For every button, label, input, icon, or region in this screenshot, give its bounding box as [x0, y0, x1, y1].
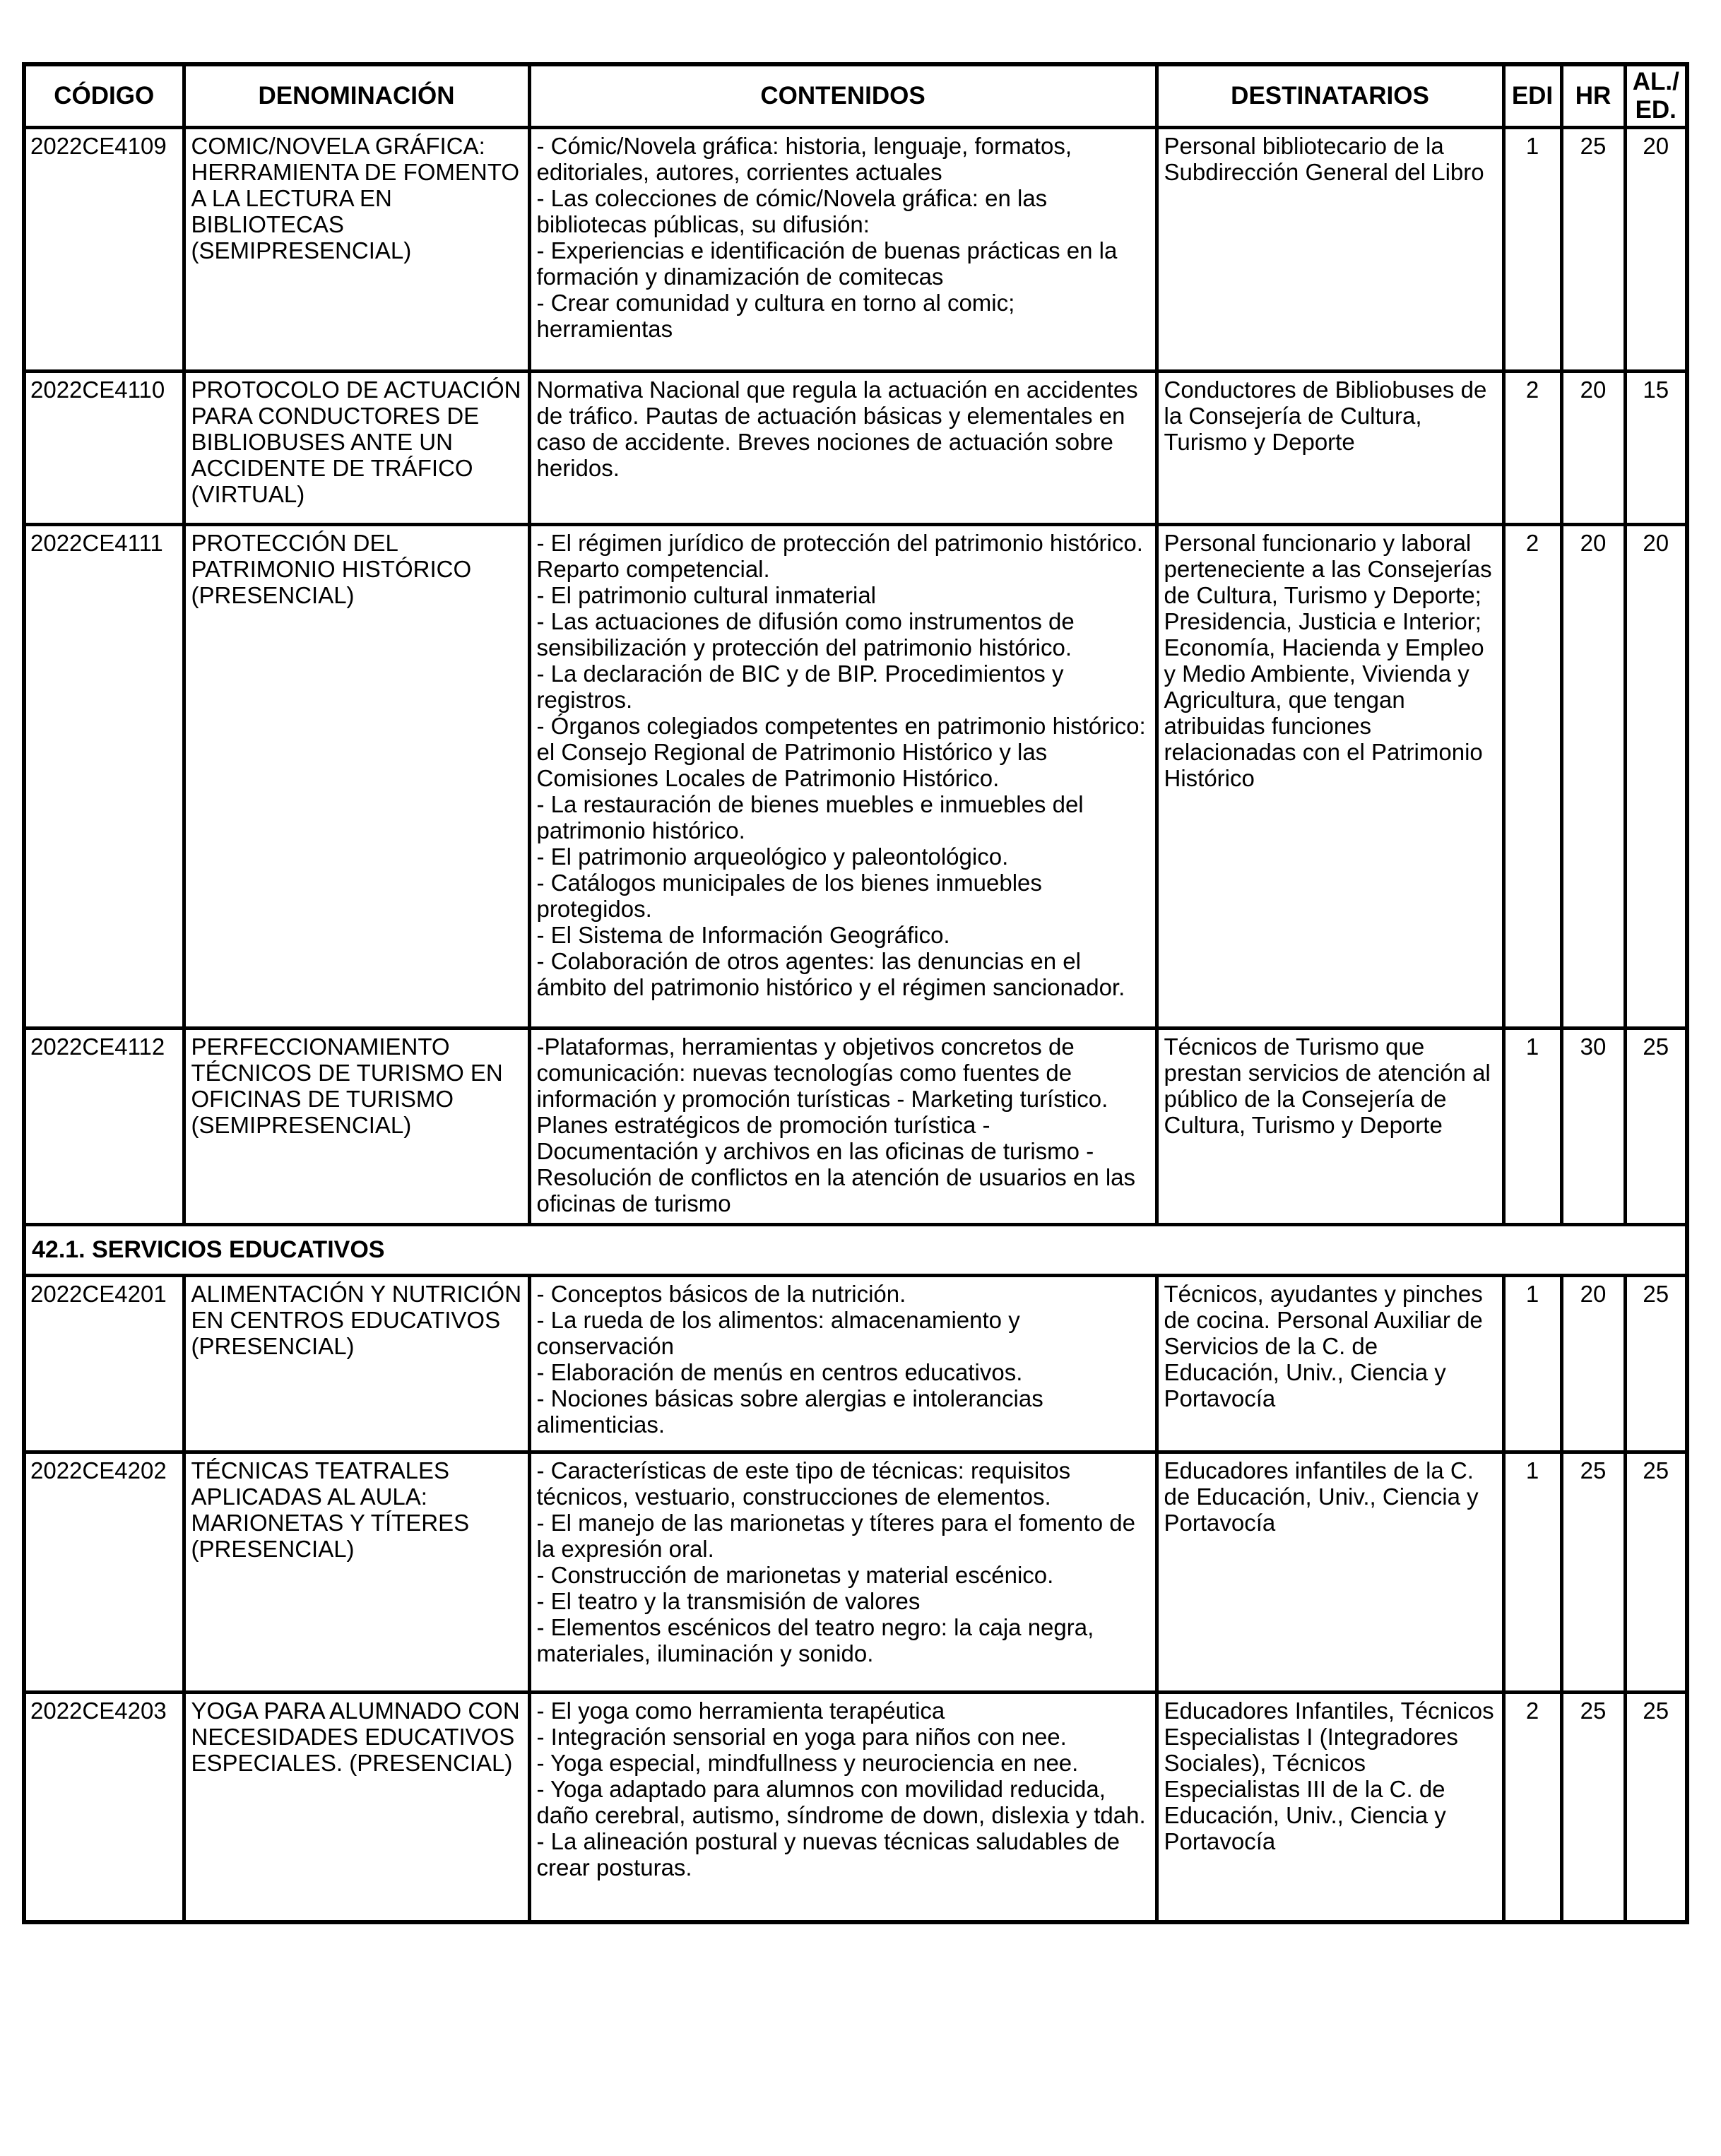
courses-table [22, 62, 1689, 1924]
course-row [24, 1276, 1687, 1452]
contenidos-line: - Órganos colegiados competentes en patrimonio histórico: el Consejo Regional de Patrimonio Histórico y las Comisiones Locales de Patrimonio Histórico. [536, 713, 1146, 791]
contenidos-line: - Colaboración de otros agentes: las denuncias en el ámbito del patrimonio histórico y el régimen sancionador. [536, 948, 1125, 1000]
codigo-cell: 2022CE4109 [24, 128, 184, 372]
codigo-cell: 2022CE4201 [24, 1276, 184, 1452]
edi-cell: 1 [1503, 1452, 1561, 1693]
course-row [24, 1693, 1687, 1922]
destinatarios-cell: Educadores Infantiles, Técnicos Especialistas I (Integradores Sociales), Técnicos Especialistas III de la C. de Educación, Univ., Ciencia y Portavocía [1157, 1693, 1503, 1922]
course-row [24, 1029, 1687, 1225]
codigo-cell: 2022CE4202 [24, 1452, 184, 1693]
denominacion-cell: ALIMENTACIÓN Y NUTRICIÓN EN CENTROS EDUCATIVOS (PRESENCIAL) [184, 1276, 529, 1452]
column-header-edi: EDI [1503, 64, 1561, 128]
edi-cell: 1 [1503, 1029, 1561, 1225]
al-ed-cell: 25 [1625, 1693, 1687, 1922]
contenidos-line: - Nociones básicas sobre alergias e intolerancias alimenticias. [536, 1385, 1043, 1438]
contenidos-line: - El régimen jurídico de protección del patrimonio histórico. Reparto competencial. [536, 530, 1143, 582]
denominacion-cell: PERFECCIONAMIENTO TÉCNICOS DE TURISMO EN OFICINAS DE TURISMO (SEMIPRESENCIAL) [184, 1029, 529, 1225]
course-row [24, 128, 1687, 372]
hr-cell: 25 [1561, 128, 1625, 372]
header-row [24, 64, 1687, 128]
column-header-destinatarios: DESTINATARIOS [1157, 64, 1503, 128]
contenidos-line: - Características de este tipo de técnicas: requisitos técnicos, vestuario, construcciones de elementos. [536, 1457, 1071, 1510]
column-header-denominacion: DENOMINACIÓN [184, 64, 529, 128]
contenidos-line: - Elementos escénicos del teatro negro: la caja negra, materiales, iluminación y sonido. [536, 1614, 1094, 1666]
contenidos-line: - El manejo de las marionetas y títeres para el fomento de la expresión oral. [536, 1510, 1135, 1562]
contenidos-cell [529, 1029, 1157, 1225]
hr-cell: 20 [1561, 372, 1625, 525]
denominacion-cell: TÉCNICAS TEATRALES APLICADAS AL AULA: MARIONETAS Y TÍTERES (PRESENCIAL) [184, 1452, 529, 1693]
hr-cell: 20 [1561, 1276, 1625, 1452]
contenidos-line: - La declaración de BIC y de BIP. Procedimientos y registros. [536, 661, 1064, 713]
al-ed-cell: 25 [1625, 1452, 1687, 1693]
al-ed-cell: 25 [1625, 1029, 1687, 1225]
column-header-hr: HR [1561, 64, 1625, 128]
edi-cell: 1 [1503, 128, 1561, 372]
hr-cell: 30 [1561, 1029, 1625, 1225]
hr-cell: 25 [1561, 1452, 1625, 1693]
column-header-codigo: CÓDIGO [24, 64, 184, 128]
edi-cell: 2 [1503, 1693, 1561, 1922]
denominacion-cell: COMIC/NOVELA GRÁFICA: HERRAMIENTA DE FOMENTO A LA LECTURA EN BIBLIOTECAS (SEMIPRESENCIAL) [184, 128, 529, 372]
edi-cell: 2 [1503, 525, 1561, 1029]
contenidos-line: - La alineación postural y nuevas técnicas saludables de crear posturas. [536, 1828, 1120, 1880]
edi-cell: 2 [1503, 372, 1561, 525]
denominacion-cell: YOGA PARA ALUMNADO CON NECESIDADES EDUCATIVOS ESPECIALES. (PRESENCIAL) [184, 1693, 529, 1922]
destinatarios-cell: Conductores de Bibliobuses de la Consejería de Cultura, Turismo y Deporte [1157, 372, 1503, 525]
contenidos-line: - El yoga como herramienta terapéutica [536, 1698, 945, 1724]
contenidos-line: - Crear comunidad y cultura en torno al comic; herramientas [536, 290, 1015, 342]
destinatarios-cell: Técnicos de Turismo que prestan servicios de atención al público de la Consejería de Cultura, Turismo y Deporte [1157, 1029, 1503, 1225]
section-row [24, 1225, 1687, 1276]
contenidos-line: - El patrimonio arqueológico y paleontológico. [536, 843, 1009, 870]
contenidos-line: - El teatro y la transmisión de valores [536, 1588, 921, 1614]
contenidos-line: - Elaboración de menús en centros educativos. [536, 1359, 1023, 1385]
destinatarios-cell: Técnicos, ayudantes y pinches de cocina. Personal Auxiliar de Servicios de la C. de Educación, Univ., Ciencia y Portavocía [1157, 1276, 1503, 1452]
destinatarios-cell: Personal bibliotecario de la Subdirección General del Libro [1157, 128, 1503, 372]
destinatarios-cell: Personal funcionario y laboral perteneciente a las Consejerías de Cultura, Turismo y Deporte; Presidencia, Justicia e Interior; Economía, Hacienda y Empleo y Medio Ambiente, Vivienda y Agricultura, que tengan atribuidas funciones relacionadas con el Patrimonio Histórico [1157, 525, 1503, 1029]
contenidos-cell [529, 372, 1157, 525]
contenidos-line: - Cómic/Novela gráfica: historia, lenguaje, formatos, editoriales, autores, corrientes actuales [536, 133, 1072, 185]
contenidos-line: -Plataformas, herramientas y objetivos concretos de comunicación: nuevas tecnologías como fuentes de información y promoción turísticas - Marketing turístico. Planes estratégicos de promoción turística - Documentación y archivos en las oficinas de turismo - Resolución de conflictos en la atención de usuarios en las oficinas de turismo [536, 1033, 1136, 1216]
contenidos-cell [529, 525, 1157, 1029]
denominacion-cell: PROTECCIÓN DEL PATRIMONIO HISTÓRICO (PRESENCIAL) [184, 525, 529, 1029]
contenidos-line: - La restauración de bienes muebles e inmuebles del patrimonio histórico. [536, 791, 1084, 843]
contenidos-line: - Conceptos básicos de la nutrición. [536, 1281, 906, 1307]
course-row [24, 1452, 1687, 1693]
codigo-cell: 2022CE4203 [24, 1693, 184, 1922]
course-row [24, 372, 1687, 525]
edi-cell: 1 [1503, 1276, 1561, 1452]
contenidos-line: - Yoga especial, mindfullness y neurociencia en nee. [536, 1750, 1079, 1776]
contenidos-line: - El patrimonio cultural inmaterial [536, 582, 877, 608]
contenidos-line: Normativa Nacional que regula la actuación en accidentes de tráfico. Pautas de actuación básicas y elementales en caso de accidente. Breves nociones de actuación sobre heridos. [536, 377, 1138, 481]
column-header-al-ed: AL./ED. [1625, 64, 1687, 128]
contenidos-line: - Integración sensorial en yoga para niños con nee. [536, 1724, 1067, 1750]
al-ed-cell: 20 [1625, 128, 1687, 372]
denominacion-cell: PROTOCOLO DE ACTUACIÓN PARA CONDUCTORES DE BIBLIOBUSES ANTE UN ACCIDENTE DE TRÁFICO (VIRTUAL) [184, 372, 529, 525]
contenidos-line: - Construcción de marionetas y material escénico. [536, 1562, 1054, 1588]
codigo-cell: 2022CE4112 [24, 1029, 184, 1225]
contenidos-cell [529, 128, 1157, 372]
section-title: 42.1. SERVICIOS EDUCATIVOS [24, 1225, 1687, 1276]
contenidos-cell [529, 1276, 1157, 1452]
contenidos-line: - El Sistema de Información Geográfico. [536, 922, 950, 948]
contenidos-line: - La rueda de los alimentos: almacenamiento y conservación [536, 1307, 1020, 1359]
hr-cell: 25 [1561, 1693, 1625, 1922]
codigo-cell: 2022CE4110 [24, 372, 184, 525]
contenidos-line: - Las actuaciones de difusión como instrumentos de sensibilización y protección del patrimonio histórico. [536, 608, 1075, 661]
column-header-contenidos: CONTENIDOS [529, 64, 1157, 128]
hr-cell: 20 [1561, 525, 1625, 1029]
al-ed-cell: 25 [1625, 1276, 1687, 1452]
contenidos-line: - Las colecciones de cómic/Novela gráfica: en las bibliotecas públicas, su difusión: [536, 185, 1048, 237]
contenidos-line: - Experiencias e identificación de buenas prácticas en la formación y dinamización de comitecas [536, 237, 1118, 290]
contenidos-cell [529, 1693, 1157, 1922]
course-row [24, 525, 1687, 1029]
al-ed-cell: 15 [1625, 372, 1687, 525]
codigo-cell: 2022CE4111 [24, 525, 184, 1029]
al-ed-cell: 20 [1625, 525, 1687, 1029]
contenidos-line: - Catálogos municipales de los bienes inmuebles protegidos. [536, 870, 1042, 922]
contenidos-line: - Yoga adaptado para alumnos con movilidad reducida, daño cerebral, autismo, síndrome de down, dislexia y tdah. [536, 1776, 1146, 1828]
contenidos-cell [529, 1452, 1157, 1693]
destinatarios-cell: Educadores infantiles de la C. de Educación, Univ., Ciencia y Portavocía [1157, 1452, 1503, 1693]
